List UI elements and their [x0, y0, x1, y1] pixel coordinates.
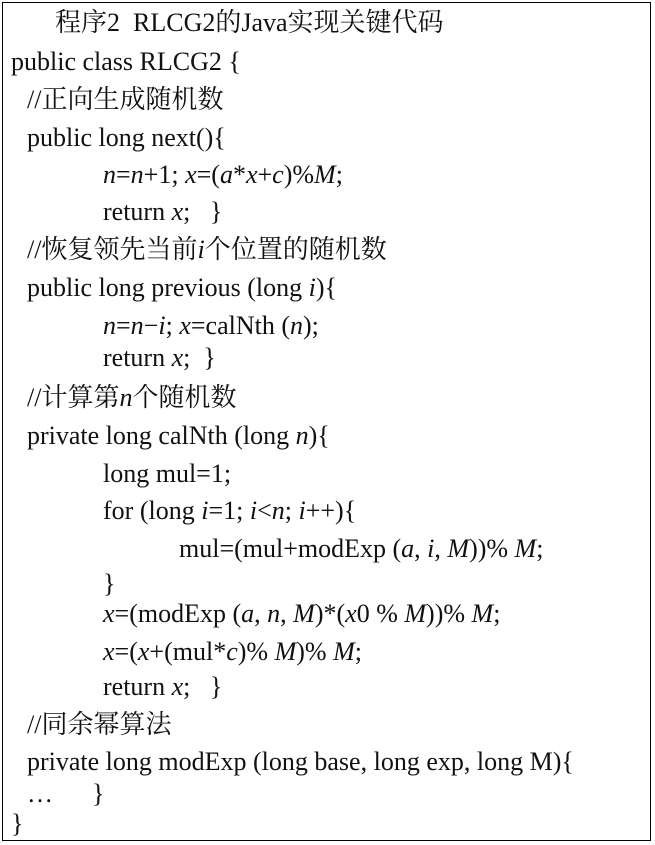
code-line-for-close: }: [103, 569, 116, 598]
code-listing-frame: [2, 2, 651, 841]
code-line-for-loop: for (long i=1; i<n; i++){: [103, 496, 357, 525]
code-line-comment-calnth: //计算第n个随机数: [27, 383, 237, 412]
code-line-previous-body: n=n−i; x=calNth (n);: [103, 311, 319, 340]
listing-caption: 程序2 RLCG2的Java实现关键代码: [55, 8, 444, 37]
code-line-ellipsis: … }: [27, 779, 105, 808]
code-line-comment-next: //正向生成随机数: [27, 85, 224, 114]
code-line-class-decl: public class RLCG2 {: [11, 47, 241, 76]
code-line-previous-return: return x; }: [103, 343, 216, 372]
code-line-previous-decl: public long previous (long i){: [27, 273, 338, 302]
code-line-x-modexp: x=(modExp (a, n, M)*(x0 % M))% M;: [103, 599, 501, 628]
code-line-calnth-return: return x; }: [103, 672, 223, 701]
code-line-next-body: n=n+1; x=(a*x+c)%M;: [103, 160, 343, 189]
code-line-modexp-decl: private long modExp (long base, long exp, long M){: [27, 747, 574, 776]
code-line-mul-init: long mul=1;: [103, 459, 232, 488]
code-line-x-final: x=(x+(mul*c)% M)% M;: [103, 637, 362, 666]
code-line-comment-modexp: //同余幂算法: [27, 710, 172, 739]
code-line-class-close: }: [11, 809, 24, 838]
code-line-next-return: return x; }: [103, 197, 223, 226]
code-line-next-decl: public long next(){: [27, 123, 226, 152]
code-line-calnth-decl: private long calNth (long n){: [27, 421, 330, 450]
code-line-mul-update: mul=(mul+modExp (a, i, M))% M;: [179, 534, 544, 563]
code-line-comment-previous: //恢复领先当前i个位置的随机数: [27, 235, 387, 264]
